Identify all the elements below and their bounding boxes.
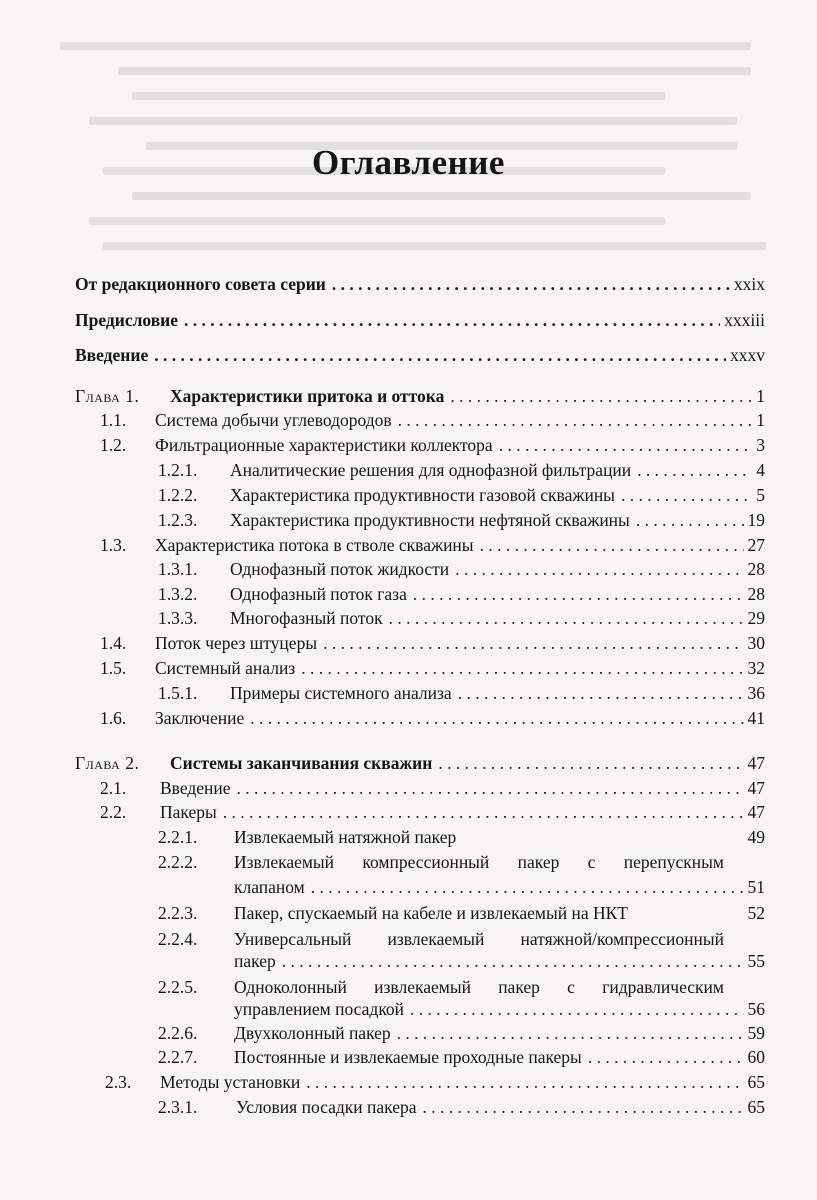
section-number: 1.1. [100,410,127,430]
toc-entry-page: 5 [756,485,765,505]
section-number: 2.2.2. [158,852,198,872]
section-title-line2: управлением посадкой . . . 56 [234,998,765,1020]
section-title: Системный анализ [155,658,296,678]
section-number: 1.4. [100,633,127,653]
section-title: Введение [160,778,231,798]
toc-entry[interactable] [158,1022,765,1044]
chapter-title: Характеристики притока и оттока [170,386,445,406]
toc-entry-page: xxxv [730,345,765,365]
section-title: Методы установки [160,1072,301,1092]
toc-entry-front[interactable] [75,344,765,366]
section-number: 2.2.5. [158,977,198,997]
toc-entry[interactable] [105,1071,765,1093]
toc-entry[interactable] [100,801,765,823]
toc-entry[interactable] [158,1096,765,1118]
section-title: Поток через штуцеры [155,633,318,653]
toc-entry-page: 52 [747,903,765,923]
toc-entry-page: 30 [747,633,765,653]
section-title: Система добычи углеводородов [155,410,392,430]
toc-entry[interactable] [100,657,765,679]
section-number: 2.2.4. [158,929,198,949]
section-number: 1.2.1. [158,460,198,480]
section-number: 1.5. [100,658,127,678]
section-number: 1.3.3. [158,608,198,628]
section-title-line2: клапаном . . . 51 [234,876,765,898]
section-title: Извлекаемый натяжной пакер [234,827,457,847]
toc-entry-page: 41 [747,708,765,728]
toc-entry[interactable] [158,484,765,506]
section-title: Многофазный поток [230,608,383,628]
section-title-line1: Извлекаемый компрессионный пакер с перепускным [234,852,724,872]
section-number: 1.6. [100,708,127,728]
toc-entry[interactable] [158,682,765,704]
section-number: 2.2.6. [158,1023,198,1043]
section-title: Пакер, спускаемый на кабеле и извлекаемый на НКТ [234,903,628,923]
toc-entry-front[interactable] [75,309,765,331]
toc-entry-page: xxxiii [724,310,765,330]
toc-entry-page: 4 [756,460,765,480]
toc-entry-page: 47 [747,753,765,773]
section-title: Аналитические решения для однофазной фильтрации [230,460,632,480]
toc-entry-front[interactable] [75,273,765,295]
chapter-label: Глава 1. [75,386,140,406]
section-number: 2.3. [105,1072,132,1092]
section-title-line2: пакер . . . 55 [234,950,765,972]
section-number: 1.3. [100,535,127,555]
section-title: Характеристика потока в стволе скважины [155,535,474,555]
toc-entry[interactable] [158,558,765,580]
toc-entry-text: Предисловие [75,310,179,330]
toc-entry-page: 1 [756,410,765,430]
toc-entry-page: 47 [747,778,765,798]
toc-entry[interactable] [100,777,765,799]
toc-entry-page: xxix [733,274,765,294]
toc-entry[interactable] [100,409,765,431]
toc-entry[interactable] [100,707,765,729]
section-number: 2.2.1. [158,827,198,847]
toc-entry-page: 29 [747,608,765,628]
toc-entry[interactable] [158,459,765,481]
toc-entry[interactable] [158,583,765,605]
section-title: Однофазный поток газа [230,584,407,604]
toc-entry[interactable] [158,509,765,531]
toc-entry[interactable] [100,632,765,654]
section-title: Характеристика продуктивности газовой скважины [230,485,615,505]
toc-entry-page: 28 [747,559,765,579]
toc-entry[interactable] [158,826,765,848]
section-number: 1.2.2. [158,485,198,505]
section-title: Характеристика продуктивности нефтяной скважины [230,510,630,530]
chapter-title: Системы заканчивания скважин [170,753,433,773]
toc-entry[interactable] [158,902,765,924]
section-number: 1.3.2. [158,584,198,604]
toc-chapter-heading[interactable] [75,385,765,407]
toc-entry-text: От редакционного совета серии [75,274,326,294]
section-title: Фильтрационные характеристики коллектора [155,435,493,455]
toc-entry-page: 36 [747,683,765,703]
toc-entry-page: 51 [747,877,765,897]
section-title: Двухколонный пакер [234,1023,391,1043]
toc-entry-page: 1 [756,386,765,406]
section-title: Условия посадки пакера [236,1097,417,1117]
chapter-label: Глава 2. [75,753,140,773]
toc-entry-page: 60 [747,1047,765,1067]
toc-entry[interactable] [158,607,765,629]
section-number: 1.2. [100,435,127,455]
section-number: 2.2.7. [158,1047,198,1067]
toc-entry-page: 49 [747,827,765,847]
toc-entry-page: 28 [747,584,765,604]
toc-entry-page: 32 [747,658,765,678]
section-number: 2.2. [100,802,127,822]
section-number: 2.1. [100,778,127,798]
section-number: 2.3.1. [158,1097,198,1117]
section-number: 1.3.1. [158,559,198,579]
section-number: 1.2.3. [158,510,198,530]
toc-entry-page: 19 [747,510,765,530]
section-number: 1.5.1. [158,683,198,703]
toc-entry-page: 55 [747,951,765,971]
toc-entry-page: 27 [747,535,765,555]
toc-entry-page: 65 [747,1097,765,1117]
section-title: Примеры системного анализа [230,683,452,703]
section-title: Постоянные и извлекаемые проходные пакеры [234,1047,582,1067]
section-number: 2.2.3. [158,903,198,923]
section-title-line1: Универсальный извлекаемый натяжной/компрессионный [234,929,724,949]
toc-entry[interactable] [100,434,765,456]
toc-entry-page: 59 [747,1023,765,1043]
toc-entry[interactable] [158,1046,765,1068]
toc-entry-page: 65 [747,1072,765,1092]
toc-entry-text: Введение [75,345,149,365]
toc-entry-page: 56 [747,999,765,1019]
section-title: Однофазный поток жидкости [230,559,450,579]
toc-entry[interactable] [100,534,765,556]
toc-entry-page: 47 [747,802,765,822]
section-title: Пакеры [160,802,217,822]
section-title-line1: Одноколонный извлекаемый пакер с гидравлическим [234,977,724,997]
page-title: Оглавление [312,143,505,182]
section-title: Заключение [155,708,245,728]
toc-chapter-heading[interactable] [75,752,765,774]
toc-entry-page: 3 [756,435,765,455]
